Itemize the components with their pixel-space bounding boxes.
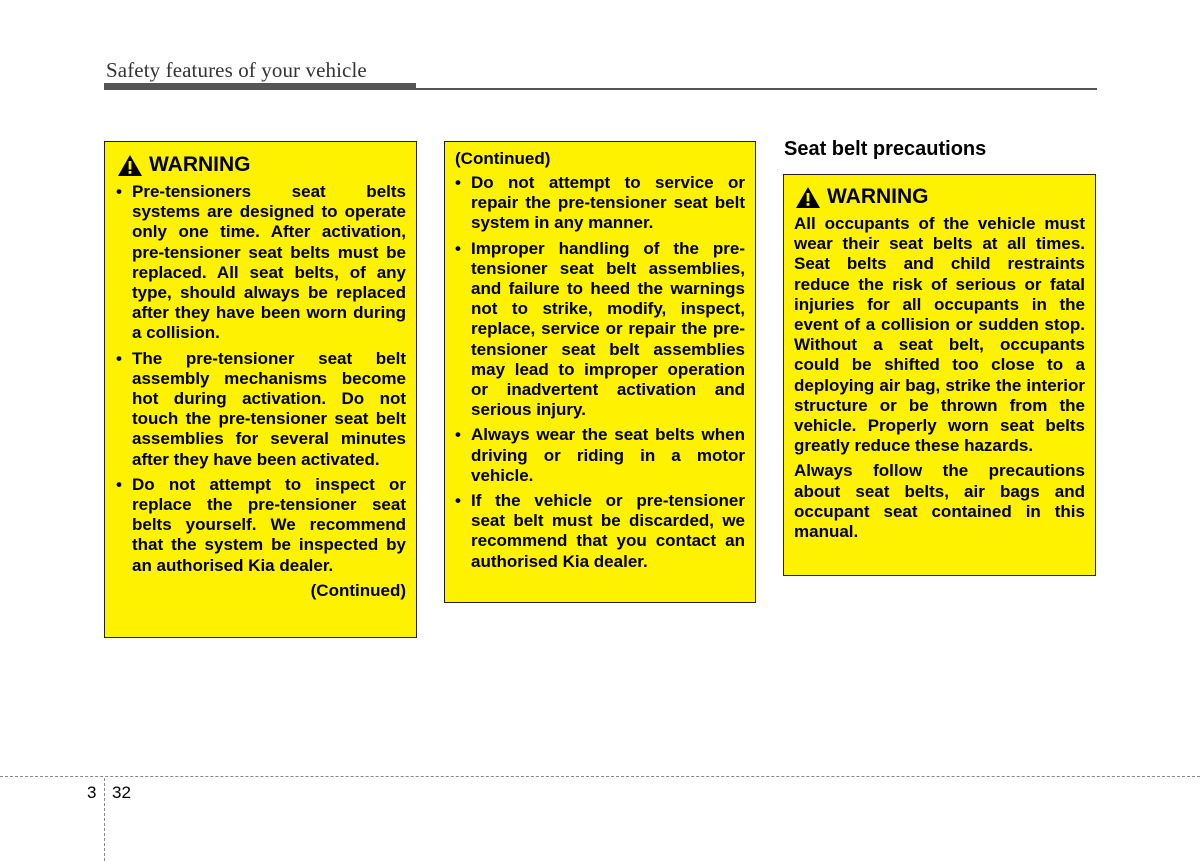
warning-paragraph: Always follow the precautions about seat belts, air bags and occupant seat contained in this manual. (794, 461, 1085, 542)
warning-label: WARNING (827, 185, 929, 208)
section-title: Seat belt precautions (784, 138, 987, 160)
warning-box-3 (783, 174, 1096, 576)
warning-label: WARNING (149, 153, 251, 176)
list-item: • If the vehicle or pre-tensioner seat belt must be discarded, we recommend that you contact an authorised Kia dealer. (455, 491, 745, 572)
page-header-title: Safety features of your vehicle (106, 58, 367, 82)
list-item: • Do not attempt to service or repair the pre-tensioner seat belt system in any manner. (455, 173, 745, 234)
list-item: • The pre-tensioner seat belt assembly mechanisms become hot during activation. Do not touch the pre-tensioner seat belt assemblies for several minutes after they have been activated. (116, 349, 406, 470)
continued-label: (Continued) (455, 149, 551, 168)
warning-triangle-icon (795, 186, 821, 209)
warning-heading (794, 185, 1085, 209)
warning-heading (116, 153, 406, 177)
warning-box-1 (104, 141, 417, 638)
list-item: • Improper handling of the pre-tensioner seat belt assemblies, and failure to heed the warnings not to strike, modify, inspect, replace, service or repair the pre-tensioner seat belt assemblies may lead to improper operation or inadvertent activation and serious injury. (455, 239, 745, 421)
list-item: • Always wear the seat belts when driving or riding in a motor vehicle. (455, 425, 745, 486)
footer-dashed-rule (0, 776, 1200, 777)
warning-paragraph: All occupants of the vehicle must wear their seat belts at all times. Seat belts and child restraints reduce the risk of serious or fatal injuries for all occupants in the event of a collision or sudden stop. Without a seat belt, occupants could be shifted too close to a deploying air bag, strike the interior structure or be thrown from the vehicle. Properly worn seat belts greatly reduce these hazards. (794, 214, 1085, 456)
footer-vertical-dashed-rule (104, 778, 105, 861)
page-number: 32 (112, 783, 131, 802)
warning-list-2 (455, 173, 745, 572)
warning-list-1 (116, 182, 406, 576)
list-item: • Do not attempt to inspect or replace the pre-tensioner seat belts yourself. We recommend that the system be inspected by an authorised Kia dealer. (116, 475, 406, 576)
page-section-number: 3 (87, 783, 97, 802)
warning-box-2 (444, 141, 756, 603)
continued-label: (Continued) (310, 580, 406, 600)
list-item: • Pre-tensioners seat belts systems are designed to operate only one time. After activation, pre-tensioner seat belts must be replaced. All seat belts, of any type, should always be replaced after they have been worn during a collision. (116, 182, 406, 344)
header-rule-thin (416, 88, 1097, 90)
warning-triangle-icon (117, 154, 143, 177)
header-rule-thick (104, 83, 416, 90)
